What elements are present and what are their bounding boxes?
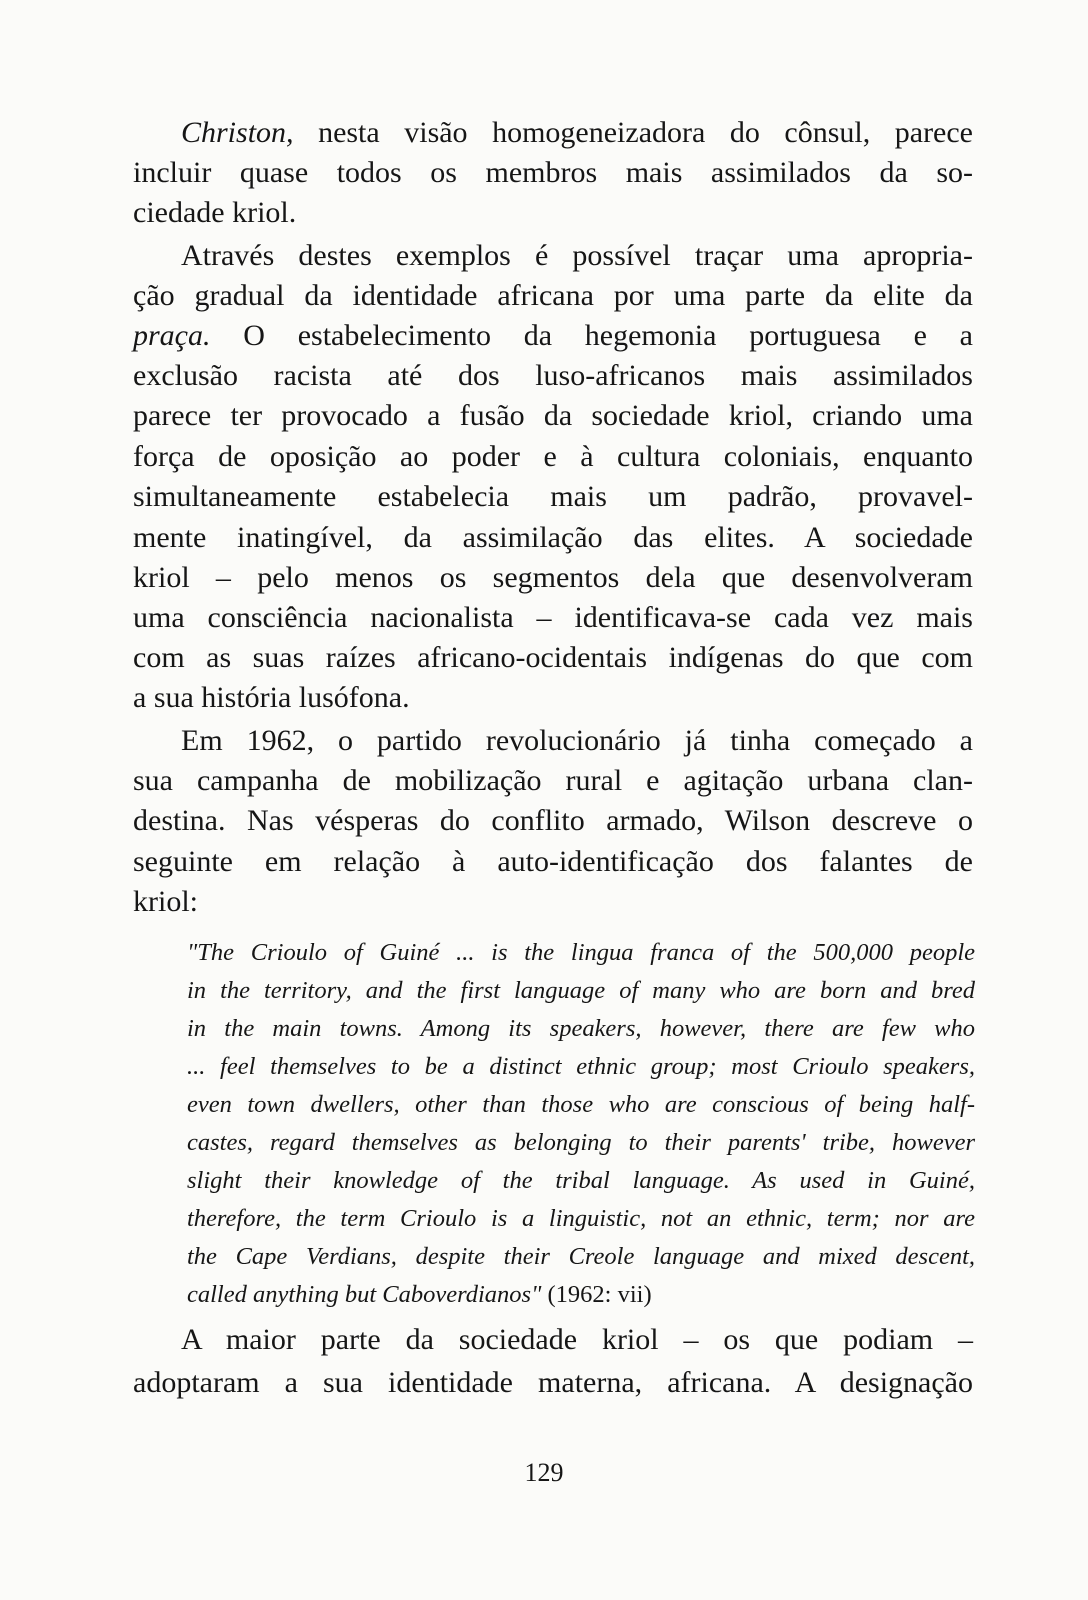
text-segment: Em 1962, o partido revolucionário já tinha começado a — [181, 724, 973, 757]
text-line — [133, 520, 973, 556]
text-line — [187, 1204, 975, 1234]
text-line — [133, 560, 973, 596]
text-line — [187, 1014, 975, 1044]
text-segment: "The Crioulo of Guiné ... is the lingua franca of the 500,000 people — [187, 939, 975, 966]
text-line — [133, 398, 973, 434]
text-line — [133, 844, 973, 880]
italic-term: praça. — [133, 319, 211, 352]
text-segment: Através destes exemplos é possível traçar uma apropria- — [181, 239, 973, 272]
text-line — [133, 278, 973, 314]
text-segment: kriol: — [133, 885, 198, 918]
text-segment: adoptaram a sua identidade materna, africana. A designação — [133, 1366, 973, 1399]
text-segment: (1962: vii) — [547, 1281, 652, 1308]
text-segment: incluir quase todos os membros mais assimilados da so- — [133, 156, 973, 189]
text-line — [133, 439, 973, 475]
text-segment: kriol – pelo menos os segmentos dela que desenvolveram — [133, 561, 973, 594]
text-line — [187, 1128, 975, 1158]
text-segment: the Cape Verdians, despite their Creole language and mixed descent, — [187, 1243, 975, 1270]
text-line — [133, 155, 973, 191]
text-line — [133, 358, 973, 394]
text-line — [133, 1365, 973, 1401]
text-line — [187, 1242, 975, 1272]
text-line — [181, 723, 973, 759]
text-segment: seguinte em relação à auto-identificação dos falantes de — [133, 845, 973, 878]
text-segment: força de oposição ao poder e à cultura coloniais, enquanto — [133, 440, 973, 473]
text-line — [133, 803, 973, 839]
page-number: 129 — [524, 1458, 564, 1487]
text-line — [187, 1280, 975, 1310]
text-segment: uma consciência nacionalista – identificava-se cada vez mais — [133, 601, 973, 634]
text-segment: ção gradual da identidade africana por uma parte da elite da — [133, 279, 973, 312]
text-segment: simultaneamente estabelecia mais um padrão, provavel- — [133, 480, 973, 513]
text-line — [187, 976, 975, 1006]
text-line — [133, 680, 973, 716]
text-line — [187, 1166, 975, 1196]
text-segment: O estabelecimento da hegemonia portuguesa e a — [210, 319, 973, 352]
text-line — [133, 640, 973, 676]
text-segment: mente inatingível, da assimilação das elites. A sociedade — [133, 521, 973, 554]
text-segment: called anything but Caboverdianos" — [187, 1281, 548, 1308]
text-line — [133, 195, 973, 231]
text-segment: even town dwellers, other than those who are conscious of being half- — [187, 1091, 975, 1118]
text-segment: destina. Nas vésperas do conflito armado, Wilson descreve o — [133, 804, 973, 837]
text-line — [133, 479, 973, 515]
text-segment: therefore, the term Crioulo is a linguistic, not an ethnic, term; nor are — [187, 1205, 975, 1232]
text-line — [187, 1052, 975, 1082]
text-segment: castes, regard themselves as belonging to their parents' tribe, however — [187, 1129, 975, 1156]
text-line — [133, 884, 973, 920]
text-segment: slight their knowledge of the tribal language. As used in Guiné, — [187, 1167, 975, 1194]
text-segment: in the territory, and the first language of many who are born and bred — [187, 977, 975, 1004]
text-line — [187, 1090, 975, 1120]
text-line — [133, 600, 973, 636]
text-segment: ciedade kriol. — [133, 196, 297, 229]
text-segment: nesta visão homogeneizadora do cônsul, parece — [293, 116, 973, 149]
text-segment: com as suas raízes africano-ocidentais indígenas do que com — [133, 641, 973, 674]
text-line — [187, 938, 975, 968]
text-line — [181, 238, 973, 274]
text-segment: sua campanha de mobilização rural e agitação urbana clan- — [133, 764, 973, 797]
text-line — [133, 763, 973, 799]
text-segment: exclusão racista até dos luso-africanos mais assimilados — [133, 359, 973, 392]
text-segment: ... feel themselves to be a distinct ethnic group; most Crioulo speakers, — [187, 1053, 975, 1080]
text-line — [181, 115, 973, 151]
text-segment: in the main towns. Among its speakers, however, there are few who — [187, 1015, 975, 1042]
text-line — [133, 318, 973, 354]
text-segment: parece ter provocado a fusão da sociedade kriol, criando uma — [133, 399, 973, 432]
italic-term: Christon, — [181, 116, 294, 149]
text-segment: A maior parte da sociedade kriol – os que podiam – — [181, 1323, 973, 1356]
text-segment: a sua história lusófona. — [133, 681, 410, 714]
text-line — [181, 1322, 973, 1358]
